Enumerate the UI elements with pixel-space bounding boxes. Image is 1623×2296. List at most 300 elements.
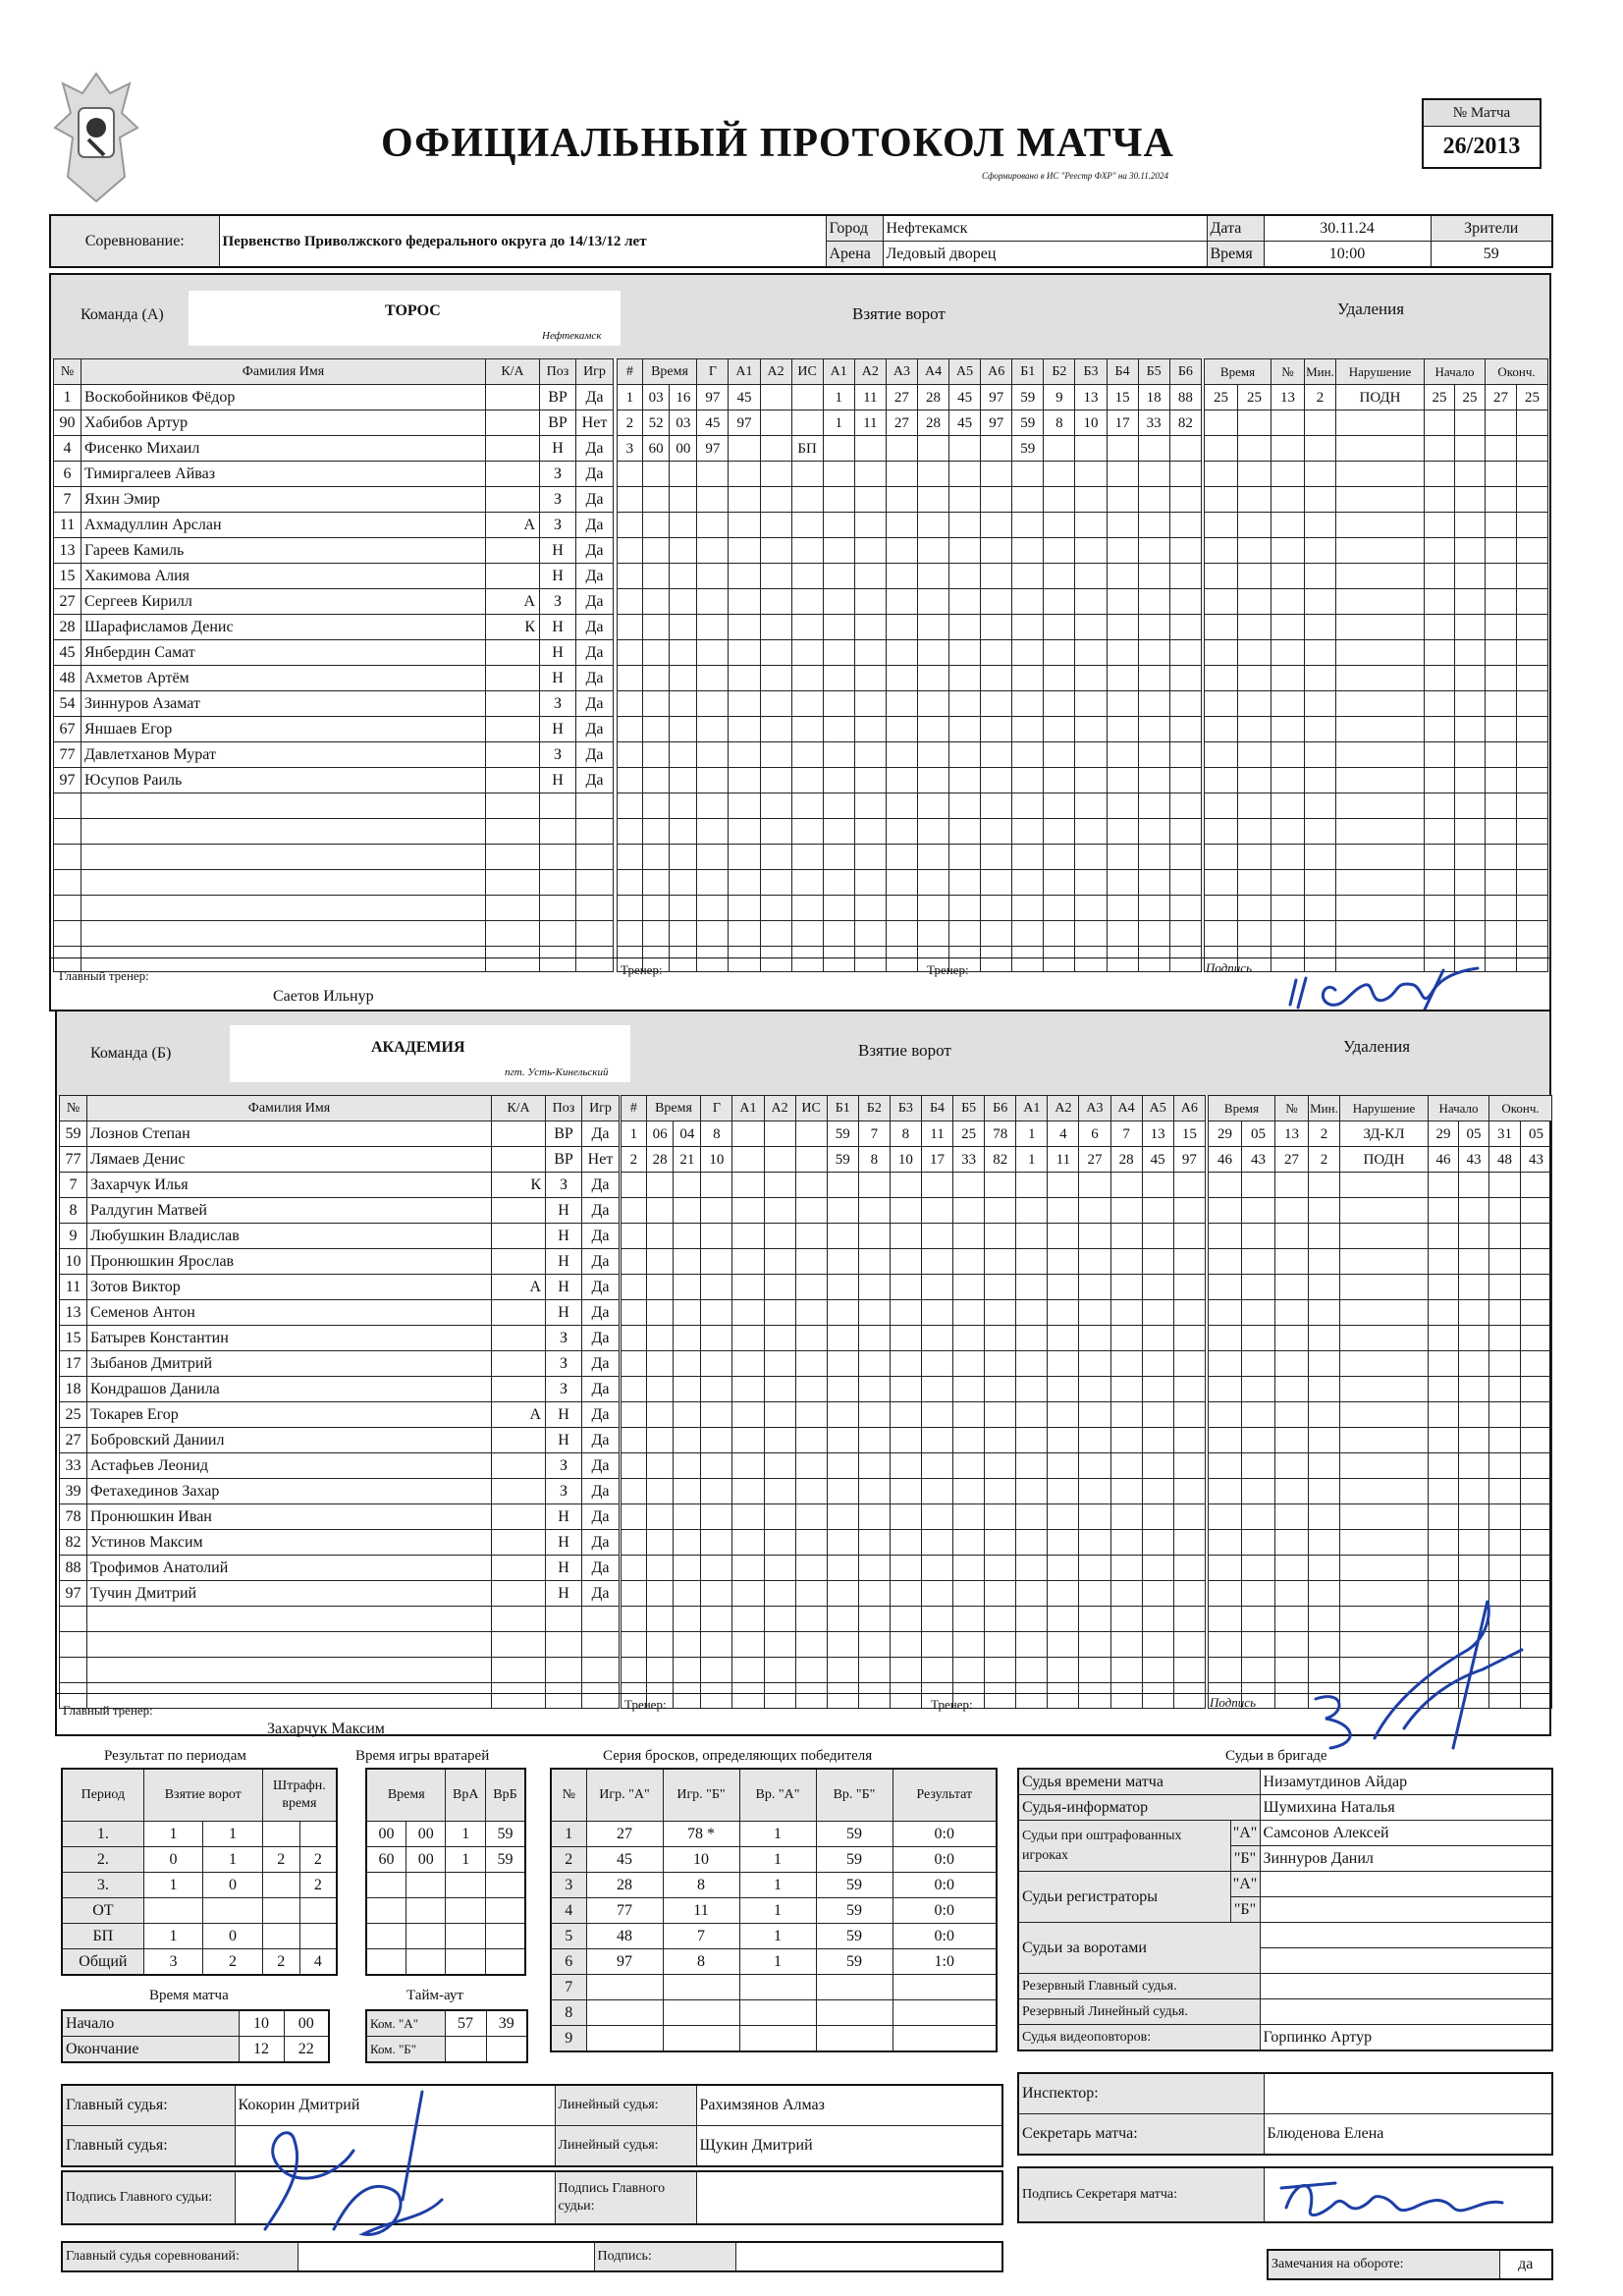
goal-cell xyxy=(732,1147,764,1173)
goal-cell xyxy=(674,1453,701,1479)
penalty-cell xyxy=(1517,896,1548,921)
goal-cell xyxy=(760,717,791,742)
goal-cell xyxy=(985,1300,1016,1326)
goal-cell xyxy=(646,1453,674,1479)
penalty-cell xyxy=(1486,462,1517,487)
player-name: Трофимов Анатолий xyxy=(87,1556,492,1581)
goal-cell xyxy=(1044,487,1075,513)
penalty-cell xyxy=(1209,1556,1242,1581)
penalty-header-3: Нарушение xyxy=(1340,1096,1429,1121)
goal-cell xyxy=(701,1198,732,1224)
goal-cell xyxy=(890,1351,921,1377)
reserve-main-label: Резервный Главный судья. xyxy=(1018,1974,1260,1999)
goal-cell: 59 xyxy=(827,1147,858,1173)
goal-header-10: А5 xyxy=(949,359,981,385)
goal-cell xyxy=(697,640,729,666)
goal-cell xyxy=(854,666,886,691)
team-a-label: Команда (А) xyxy=(81,306,164,323)
penalty-cell xyxy=(1336,691,1425,717)
player-play: Да xyxy=(582,1300,620,1326)
penalty-cell xyxy=(1305,487,1336,513)
player-play: Да xyxy=(582,1453,620,1479)
goal-cell xyxy=(1110,1607,1142,1632)
match-number-label: № Матча xyxy=(1424,100,1540,127)
player-name xyxy=(81,921,486,947)
goal-cell xyxy=(1075,742,1107,768)
goal-cell xyxy=(701,1632,732,1658)
player-pos: Н xyxy=(540,666,576,691)
team-a-penalties-title: Удаления xyxy=(1337,300,1405,318)
goal-cell xyxy=(1079,1453,1110,1479)
goal-cell xyxy=(729,793,760,819)
goalie-cell xyxy=(366,1898,406,1924)
penalty-cell xyxy=(1455,768,1486,793)
goal-cell xyxy=(854,462,886,487)
goal-row xyxy=(622,1198,1206,1224)
player-ka xyxy=(486,819,540,845)
penalty-header-5: Оконч. xyxy=(1486,359,1548,385)
goal-cell xyxy=(764,1249,795,1275)
goal-row xyxy=(622,1556,1206,1581)
penalty-cell xyxy=(1521,1224,1552,1249)
goal-cell xyxy=(1138,487,1169,513)
penalty-cell xyxy=(1425,819,1455,845)
penalty-cell xyxy=(1517,487,1548,513)
goal-cell: 2 xyxy=(622,1147,647,1173)
goal-cell xyxy=(981,691,1012,717)
penalty-cell xyxy=(1459,1300,1489,1326)
goalie-col-b: ВрБ xyxy=(485,1769,525,1822)
player-no: 9 xyxy=(60,1224,87,1249)
penalty-cell xyxy=(1340,1351,1429,1377)
penalty-cell xyxy=(1521,1428,1552,1453)
goal-cell xyxy=(1012,921,1044,947)
goal-cell xyxy=(622,1607,647,1632)
goal-cell xyxy=(1110,1275,1142,1300)
penalty-cell xyxy=(1425,462,1455,487)
shootout-cell: 59 xyxy=(816,1822,893,1847)
player-name: Шарафисламов Денис xyxy=(81,615,486,640)
team-b-roster xyxy=(59,1095,620,1709)
goal-cell xyxy=(1044,742,1075,768)
fhr-logo xyxy=(51,69,141,206)
secretary-label: Секретарь матча: xyxy=(1018,2114,1264,2156)
competition-label: Соревнование: xyxy=(50,215,219,267)
timekeeper-label: Судья времени матча xyxy=(1018,1769,1260,1795)
goal-cell xyxy=(618,793,643,819)
goal-cell xyxy=(618,513,643,538)
penalty-cell xyxy=(1425,793,1455,819)
goal-cell: 28 xyxy=(1110,1147,1142,1173)
goal-cell xyxy=(729,640,760,666)
penalty-cell xyxy=(1459,1453,1489,1479)
shootout-cell xyxy=(816,2026,893,2052)
goal-cell xyxy=(1110,1351,1142,1377)
goal-cell xyxy=(618,564,643,589)
player-play: Нет xyxy=(582,1147,620,1173)
timeout-a-label: Ком. "А" xyxy=(366,2010,445,2037)
roster-header-name: Фамилия Имя xyxy=(81,359,486,385)
player-play xyxy=(576,870,614,896)
roster-row xyxy=(60,1504,620,1530)
goal-cell xyxy=(1110,1428,1142,1453)
penalty-cell xyxy=(1275,1377,1309,1402)
penalty-cell xyxy=(1336,589,1425,615)
penalty-cell xyxy=(1336,564,1425,589)
timeout-table xyxy=(365,2009,528,2063)
goal-cell xyxy=(674,1351,701,1377)
goal-cell xyxy=(729,462,760,487)
goal-cell xyxy=(618,691,643,717)
goal-cell xyxy=(791,691,823,717)
goal-cell xyxy=(985,1198,1016,1224)
penalty-cell xyxy=(1517,921,1548,947)
shootout-cell: 8 xyxy=(663,1949,739,1975)
penalty-cell xyxy=(1238,513,1271,538)
goal-cell xyxy=(1075,717,1107,742)
goal-cell: 11 xyxy=(854,385,886,410)
goal-cell xyxy=(921,1326,952,1351)
player-pos: Н xyxy=(540,436,576,462)
goal-cell xyxy=(646,1479,674,1504)
goal-cell xyxy=(1173,1504,1205,1530)
player-name: Тучин Дмитрий xyxy=(87,1581,492,1607)
penalty-cell xyxy=(1517,436,1548,462)
goalie-cell: 1 xyxy=(446,1822,485,1847)
player-no: 7 xyxy=(54,487,81,513)
generated-note: Сформировано в ИС "Реестр ФХР" на 30.11.2024 xyxy=(982,171,1168,181)
goal-cell xyxy=(981,615,1012,640)
goal-cell xyxy=(827,1351,858,1377)
penalty-cell xyxy=(1425,921,1455,947)
match-number: 26/2013 xyxy=(1442,134,1521,159)
goal-cell xyxy=(622,1581,647,1607)
chief-sign-label: Подпись: xyxy=(594,2242,735,2271)
goal-cell: 33 xyxy=(1138,410,1169,436)
player-name: Воскобойников Фёдор xyxy=(81,385,486,410)
roster-row xyxy=(60,1453,620,1479)
penalty-cell xyxy=(1242,1658,1275,1683)
goal-cell xyxy=(732,1351,764,1377)
penalty-cell xyxy=(1238,615,1271,640)
goal-cell xyxy=(1016,1377,1048,1402)
goal-cell xyxy=(701,1453,732,1479)
player-name: Ахмадуллин Арслан xyxy=(81,513,486,538)
goal-cell xyxy=(858,1479,890,1504)
period-cell: 1 xyxy=(143,1924,203,1949)
goal-cell xyxy=(732,1556,764,1581)
penalty-cell xyxy=(1309,1249,1340,1275)
goal-cell xyxy=(670,589,697,615)
shootout-cell: 7 xyxy=(551,1975,586,2000)
goal-cell xyxy=(827,1428,858,1453)
goal-header-2: Г xyxy=(697,359,729,385)
player-play: Да xyxy=(582,1504,620,1530)
goal-cell xyxy=(732,1479,764,1504)
goal-cell xyxy=(823,436,854,462)
player-name xyxy=(81,870,486,896)
penalty-cell xyxy=(1205,615,1238,640)
goal-cell xyxy=(854,513,886,538)
goal-cell xyxy=(1075,487,1107,513)
player-ka xyxy=(486,410,540,436)
player-play: Да xyxy=(582,1198,620,1224)
goal-cell xyxy=(764,1530,795,1556)
penalty-cell xyxy=(1517,819,1548,845)
player-ka xyxy=(486,870,540,896)
player-ka xyxy=(486,487,540,513)
goal-cell xyxy=(795,1351,827,1377)
shootout-cell: 0:0 xyxy=(893,1873,997,1898)
goal-cell xyxy=(1044,538,1075,564)
goal-cell xyxy=(674,1428,701,1453)
goal-cell: 7 xyxy=(858,1121,890,1147)
penalty-cell xyxy=(1340,1198,1429,1224)
goal-header-0: # xyxy=(622,1096,647,1121)
penalty-row xyxy=(1209,1556,1552,1581)
penalty-row xyxy=(1209,1351,1552,1377)
goal-cell xyxy=(1142,1632,1173,1658)
goal-header-14: Б3 xyxy=(1075,359,1107,385)
goal-cell xyxy=(670,487,697,513)
goal-cell xyxy=(858,1632,890,1658)
goal-cell xyxy=(1169,768,1201,793)
penalty-cell xyxy=(1429,1428,1459,1453)
player-name: Хабибов Артур xyxy=(81,410,486,436)
penalty-cell xyxy=(1209,1453,1242,1479)
goal-cell xyxy=(1016,1428,1048,1453)
penalty-cell: 27 xyxy=(1275,1147,1309,1173)
goal-cell xyxy=(949,742,981,768)
goal-cell xyxy=(949,462,981,487)
goal-cell xyxy=(949,717,981,742)
goal-cell xyxy=(917,793,948,819)
goal-cell xyxy=(732,1428,764,1453)
penalty-cell xyxy=(1238,410,1271,436)
goal-cell xyxy=(1110,1658,1142,1683)
penalty-cell xyxy=(1429,1173,1459,1198)
penalty-cell xyxy=(1455,487,1486,513)
goal-cell xyxy=(729,436,760,462)
goal-cell xyxy=(1107,845,1138,870)
player-no: 77 xyxy=(60,1147,87,1173)
penalty-row xyxy=(1205,870,1548,896)
penalty-cell: 31 xyxy=(1489,1121,1521,1147)
penalty-cell xyxy=(1486,819,1517,845)
goal-row xyxy=(618,410,1202,436)
goal-row xyxy=(618,615,1202,640)
player-no: 54 xyxy=(54,691,81,717)
goal-cell xyxy=(1048,1173,1079,1198)
penalty-cell xyxy=(1521,1300,1552,1326)
goal-header-16: А5 xyxy=(1142,1096,1173,1121)
penalty-cell xyxy=(1486,717,1517,742)
goal-cell xyxy=(618,615,643,640)
goal-cell xyxy=(1016,1198,1048,1224)
goal-cell xyxy=(985,1556,1016,1581)
goal-cell xyxy=(670,870,697,896)
goal-cell xyxy=(1079,1377,1110,1402)
penalty-cell xyxy=(1305,717,1336,742)
goal-cell xyxy=(1110,1632,1142,1658)
goal-cell xyxy=(697,513,729,538)
goal-cell xyxy=(1075,589,1107,615)
player-no: 67 xyxy=(54,717,81,742)
penalty-cell xyxy=(1517,768,1548,793)
match-end-hh: 12 xyxy=(239,2037,284,2063)
penalty-cell xyxy=(1238,896,1271,921)
goal-cell xyxy=(674,1607,701,1632)
goal-cell xyxy=(917,870,948,896)
penalty-cell xyxy=(1275,1504,1309,1530)
penalty-cell xyxy=(1429,1453,1459,1479)
penalty-header-2: Мин. xyxy=(1305,359,1336,385)
team-b-name: АКАДЕМИЯ xyxy=(371,1039,465,1056)
match-info xyxy=(49,214,1553,268)
match-end-mm: 22 xyxy=(284,2037,329,2063)
goal-cell xyxy=(646,1530,674,1556)
goal-cell xyxy=(921,1530,952,1556)
spectators: 59 xyxy=(1431,242,1552,268)
penalty-cell xyxy=(1521,1275,1552,1300)
player-pos: Н xyxy=(540,538,576,564)
goal-cell xyxy=(1110,1479,1142,1504)
goal-cell xyxy=(1012,487,1044,513)
penalty-cell xyxy=(1209,1300,1242,1326)
goal-cell xyxy=(1044,666,1075,691)
penalty-cell xyxy=(1238,717,1271,742)
penalty-cell xyxy=(1517,640,1548,666)
player-name: Любушкин Владислав xyxy=(87,1224,492,1249)
player-no xyxy=(54,819,81,845)
player-pos: Н xyxy=(546,1224,582,1249)
penalty-cell: 43 xyxy=(1242,1147,1275,1173)
goal-cell xyxy=(791,615,823,640)
goal-row xyxy=(618,921,1202,947)
goal-cell xyxy=(1012,896,1044,921)
penalty-cell xyxy=(1271,896,1305,921)
goal-cell xyxy=(858,1428,890,1453)
period-cell: 2 xyxy=(299,1873,337,1898)
shootout-cell xyxy=(739,2000,816,2026)
goal-cell xyxy=(795,1198,827,1224)
penalty-cell xyxy=(1336,666,1425,691)
goal-cell xyxy=(1016,1504,1048,1530)
player-no: 13 xyxy=(54,538,81,564)
inspector-table xyxy=(1017,2072,1553,2156)
goal-cell xyxy=(985,1275,1016,1300)
goal-cell xyxy=(827,1453,858,1479)
goal-cell xyxy=(1044,793,1075,819)
penalty-cell xyxy=(1271,589,1305,615)
goal-cell xyxy=(795,1658,827,1683)
shootout-cell xyxy=(739,1975,816,2000)
goal-cell xyxy=(858,1556,890,1581)
penalty-cell xyxy=(1517,564,1548,589)
penalty-cell: 43 xyxy=(1459,1147,1489,1173)
goal-cell xyxy=(618,768,643,793)
penalty-cell xyxy=(1205,589,1238,615)
goal-cell xyxy=(827,1326,858,1351)
penalty-cell: ПОДН xyxy=(1340,1147,1429,1173)
player-ka xyxy=(486,845,540,870)
goal-header-3: А1 xyxy=(732,1096,764,1121)
goal-cell xyxy=(1079,1326,1110,1351)
player-ka xyxy=(486,538,540,564)
goal-cell xyxy=(886,870,917,896)
player-play xyxy=(576,896,614,921)
shootout-cell: 1 xyxy=(739,1847,816,1873)
goal-cell xyxy=(886,845,917,870)
goal-cell xyxy=(890,1224,921,1249)
player-ka xyxy=(492,1479,546,1504)
penalty-cell: 05 xyxy=(1242,1121,1275,1147)
goal-cell xyxy=(890,1556,921,1581)
goal-cell xyxy=(642,896,670,921)
goal-cell xyxy=(1138,589,1169,615)
penalty-cell xyxy=(1429,1556,1459,1581)
penalty-cell xyxy=(1336,462,1425,487)
goal-cell xyxy=(1169,896,1201,921)
goalie-row xyxy=(366,1822,525,1847)
period-cell xyxy=(143,1898,203,1924)
goal-cell xyxy=(670,921,697,947)
goal-cell xyxy=(622,1402,647,1428)
penalty-row xyxy=(1205,410,1548,436)
goal-cell xyxy=(854,845,886,870)
goal-cell xyxy=(1110,1581,1142,1607)
goal-cell xyxy=(618,640,643,666)
goal-cell xyxy=(764,1198,795,1224)
goal-cell xyxy=(953,1504,985,1530)
competition: Первенство Приволжского федерального округа до 14/13/12 лет xyxy=(219,215,826,267)
goal-cell xyxy=(670,462,697,487)
shootout-cell xyxy=(739,2026,816,2052)
goal-cell xyxy=(1048,1224,1079,1249)
roster-row xyxy=(54,589,614,615)
penalty-cell xyxy=(1486,589,1517,615)
penalty-row xyxy=(1205,538,1548,564)
goal-cell xyxy=(1110,1683,1142,1709)
player-play: Да xyxy=(576,640,614,666)
team-a-city: Нефтекамск xyxy=(542,330,602,342)
penalty-cell xyxy=(1429,1377,1459,1402)
goal-cell xyxy=(953,1300,985,1326)
goal-cell xyxy=(1079,1402,1110,1428)
shootout-cell: 59 xyxy=(816,1949,893,1975)
goal-cell xyxy=(729,589,760,615)
goal-cell xyxy=(1044,513,1075,538)
goal-cell xyxy=(886,615,917,640)
roster-row xyxy=(60,1224,620,1249)
roster-row xyxy=(54,564,614,589)
penalty-cell xyxy=(1205,768,1238,793)
penalty-cell xyxy=(1455,564,1486,589)
goal-cell xyxy=(697,793,729,819)
goal-cell xyxy=(697,742,729,768)
goal-cell xyxy=(1079,1607,1110,1632)
goal-cell xyxy=(674,1326,701,1351)
line-ref-2: Щукин Дмитрий xyxy=(696,2126,1002,2167)
penalty-cell xyxy=(1340,1275,1429,1300)
goal-cell xyxy=(670,845,697,870)
goal-cell xyxy=(858,1607,890,1632)
goal-cell xyxy=(701,1556,732,1581)
team-a-goals-title: Взятие ворот xyxy=(852,304,946,323)
goal-cell xyxy=(732,1453,764,1479)
penalty-cell xyxy=(1429,1300,1459,1326)
penalty-cell xyxy=(1489,1198,1521,1224)
